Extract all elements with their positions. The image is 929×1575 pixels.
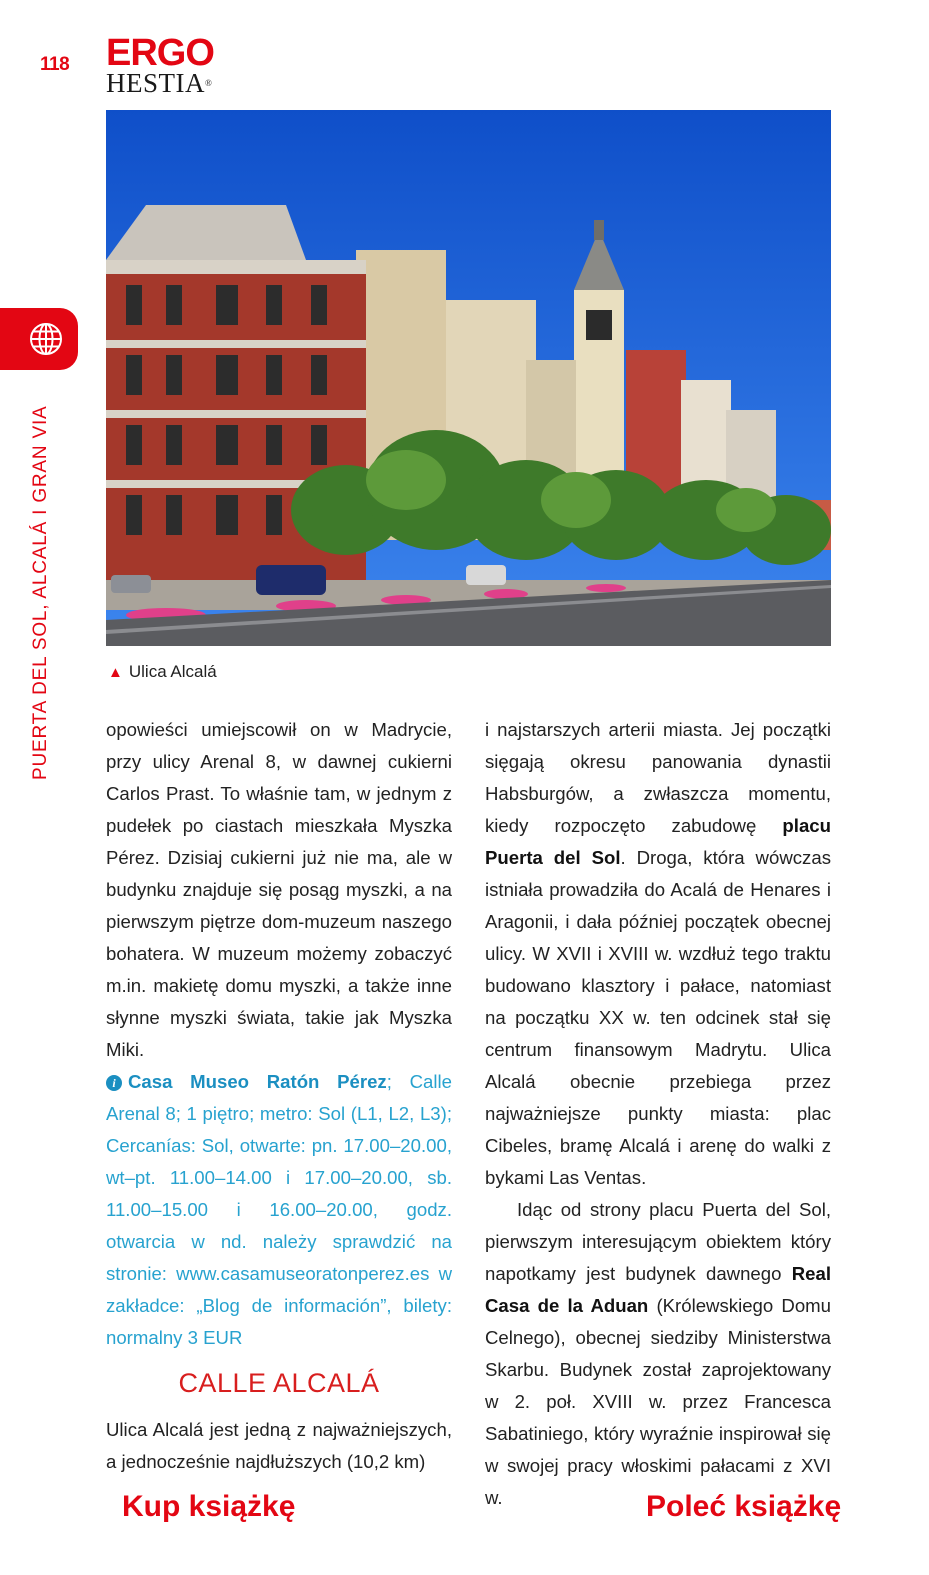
caption-text: Ulica Alcalá xyxy=(128,662,217,681)
caption-triangle-icon: ▲ xyxy=(108,664,123,681)
chapter-side-label: PUERTA DEL SOL, ALCALÁ I GRAN VIA xyxy=(30,405,51,780)
logo-ergo-text: ERGO xyxy=(106,32,214,74)
bold-term: placu Puerta del Sol xyxy=(485,815,831,868)
body-paragraph: Idąc od strony placu Puerta del Sol, pierwszym interesującym obiektem który napotkamy jest budynek dawnego Real Casa de la Aduan (Królewskiego Domu Celnego), obecnej siedziby Ministerstwa Skarbu. Budynek został zaprojektowany w 2. poł. XVIII w. przez Francesca Sabatiniego, który wyraźnie inspirował się w swojej pracy włoskimi pałacami z XVI w. xyxy=(485,1199,831,1508)
chapter-tab xyxy=(0,308,78,370)
street-photo xyxy=(106,110,831,646)
logo-hestia-text: HESTIA® xyxy=(106,68,213,98)
bold-term: Real Casa de la Aduan xyxy=(485,1263,831,1316)
right-column xyxy=(485,714,831,1514)
recommend-book-link[interactable]: Poleć książkę xyxy=(646,1490,842,1523)
info-title: Casa Museo Ratón Pérez xyxy=(128,1071,387,1092)
body-paragraph: i najstarszych arterii miasta. Jej początki sięgają okresu panowania dynastii Habsburgów, a zwłaszcza momentu, kiedy rozpoczęto zabudowę placu Puerta del Sol. Droga, która wówczas istniała prowadziła do Acalá de Henares i Aragonii, i dała później początek obecnej ulicy. W XVII i XVIII w. wzdłuż tego traktu budowano klasztory i pałace, natomiast na początku XX w. ten odcinek stał się centrum finansowym Madrytu. Ulica Alcalá obecnie przebiega przez najważniejsze punkty miasta: plac Cibeles, bramę Alcalá i arenę do walki z bykami Las Ventas. xyxy=(485,719,831,1188)
globe-icon xyxy=(29,322,63,356)
ergo-hestia-logo xyxy=(106,32,216,98)
info-icon: i xyxy=(106,1075,122,1091)
page-number: 118 xyxy=(40,54,70,75)
street-photo-illustration xyxy=(106,110,831,646)
photo-caption xyxy=(108,662,217,682)
body-paragraph: opowieści umiejscowił on w Madrycie, przy ulicy Arenal 8, w dawnej cukierni Carlos Prast. To właśnie tam, w jednym z pudełek po ciastach mieszkała Myszka Pérez. Dzisiaj cukierni już nie ma, ale w budynku znajduje się posąg myszki, a na pierwszym piętrze dom-muzeum naszego bohatera. W muzeum możemy zobaczyć m.in. makietę domu myszki, a także inne słynne myszki świata, takie jak Myszka Miki. xyxy=(106,719,452,1060)
info-text: ; Calle Arenal 8; 1 piętro; metro: Sol (L1, L2, L3); Cercanías: Sol, otwarte: pn. 17.00–20.00, wt–pt. 11.00–14.00 i 17.00–20.00, sb. 11.00–15.00 i 16.00–20.00, godz. otwarcia w nd. należy sprawdzić na stronie: www.casamuseoratonperez.es w zakładce: „Blog de información”, bilety: normalny 3 EUR xyxy=(106,1071,452,1348)
section-intro: Ulica Alcalá jest jedną z najważniejszych, a jednocześnie najdłuższych (10,2 km) xyxy=(106,1419,452,1472)
buy-book-link[interactable]: Kup książkę xyxy=(122,1490,296,1523)
section-heading: CALLE ALCALÁ xyxy=(178,1368,380,1398)
left-column xyxy=(106,714,452,1354)
info-box xyxy=(106,1066,452,1354)
